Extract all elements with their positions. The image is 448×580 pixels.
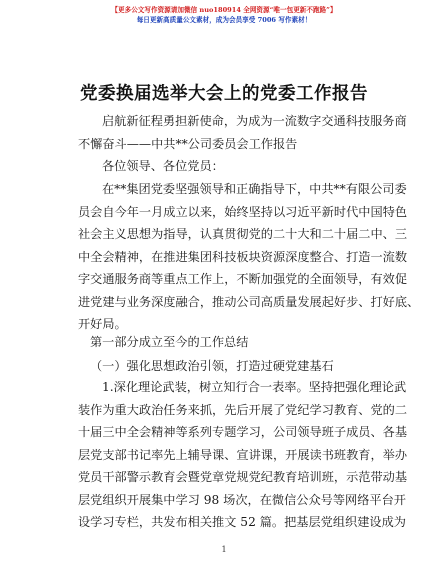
part-heading: 第一部分成立至今的工作总结 (90, 335, 249, 349)
paragraph-line: 装作为重大政治任务来抓，先后开展了党纪学习教育、党的二 (78, 402, 408, 417)
salutation-text: 各位领导、各位党员： (102, 159, 224, 173)
document-title: 党委换届选举大会上的党委工作报告 (80, 84, 368, 104)
promo-banner (0, 6, 448, 25)
paragraph-line: 中全会精神，在推进集团科技板块资源深度整合、打造一流数 (78, 249, 408, 264)
subtitle-line: 不懈奋斗——中共**公司委员会工作报告 (78, 136, 298, 151)
promo-banner-line-2: 每日更新高质量公文素材，成为会员享受 7006 写作素材！ (136, 16, 312, 24)
paragraph-line: 社会主义思想为指导，认真贯彻党的二十大和二十届二中、三 (78, 227, 408, 241)
page-number: 1 (221, 545, 227, 554)
section-heading: （一）强化思想政治引领，打造过硬党建基石 (90, 359, 334, 373)
intro-paragraph (78, 178, 420, 336)
paragraph-line: 层党支部书记率先上辅导课、宣讲课，开展读书班教育，举办 (78, 447, 408, 462)
paragraph-line: 在**集团党委坚强领导和正确指导下，中共**有限公司委 (102, 182, 407, 196)
salutation (78, 155, 378, 178)
paragraph-line: 1.深化理论武装，树立知行合一表率。坚持把强化理论武 (102, 380, 407, 394)
paragraph-line: 党员干部警示教育会暨党章党规党纪教育培训班，示范带动基 (78, 470, 408, 484)
paragraph-line: 层党组织开展集中学习 98 场次，在微信公众号等网络平台开 (78, 492, 406, 507)
item-paragraph (78, 376, 408, 534)
paragraph-line: 进党建与业务深度融合，推动公司高质量发展起好步、打好底、 (78, 294, 420, 309)
subtitle (78, 110, 407, 155)
paragraph-line: 字交通服务商等重点工作上，不断加强党的全面领导，有效促 (78, 272, 408, 286)
promo-banner-line-1: 【更多公文写作资源请加微信 nuo180914 全网资源“唯一包更新不跑路”】 (111, 6, 337, 14)
paragraph-line: 十届三中全会精神等系列专题学习，公司领导班子成员、各基 (78, 425, 408, 439)
paragraph-line: 开好局。 (78, 317, 127, 331)
paragraph-line: 员会自今年一月成立以来，始终坚持以习近平新时代中国特色 (78, 204, 408, 219)
subtitle-line: 启航新征程勇担新使命，为成为一流数字交通科技服务商 (102, 114, 407, 128)
paragraph-line: 设学习专栏，共发布相关推文 52 篇。把基层党组织建设成为 (78, 515, 406, 529)
